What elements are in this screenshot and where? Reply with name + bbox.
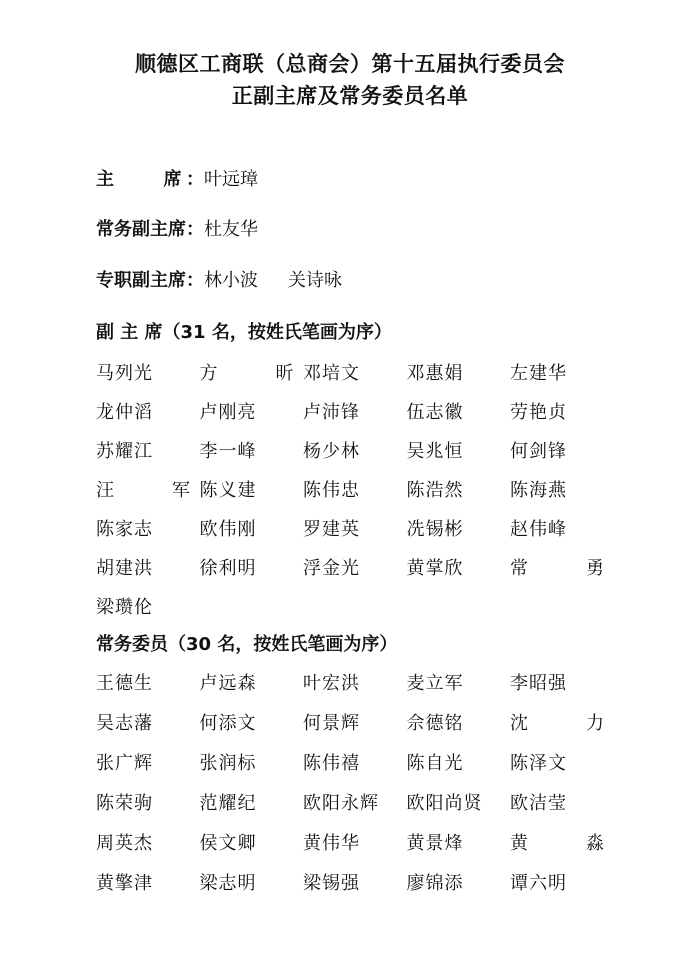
- vice-chairmen-list: [96, 360, 624, 633]
- member-name: 徐利明: [199, 558, 257, 579]
- member-name: 张广辉: [96, 753, 153, 774]
- member-name: 邓惠娟: [406, 363, 464, 384]
- member-name: 何添文: [199, 713, 257, 734]
- chairman-name: 叶远璋: [204, 169, 258, 190]
- member-name: 李一峰: [199, 441, 257, 462]
- member-name: 方 昕: [199, 363, 314, 384]
- member-name: 龙仲滔: [96, 402, 153, 423]
- executive-vice-chairman-names: [204, 219, 288, 240]
- vice-chairmen-heading: 副 主 席（31 名，按姓氏笔画为序）: [96, 322, 392, 343]
- document-title-line-2: 正副主席及常务委员名单: [231, 84, 469, 108]
- member-name: 卢沛锋: [303, 402, 360, 423]
- executive-vice-chairman-label: 常务副主席：: [96, 219, 204, 240]
- member-name: 李昭强: [510, 673, 567, 694]
- member-name: 谭六明: [510, 873, 567, 894]
- chairman-row: [96, 166, 288, 194]
- member-name: 廖锦添: [406, 873, 464, 894]
- member-name: 伍志徽: [406, 402, 464, 423]
- standing-committee-list: [96, 670, 624, 910]
- member-name: 汪 军: [96, 480, 210, 501]
- member-name: 梁瓒伦: [96, 597, 153, 618]
- member-name: 侯文卿: [199, 833, 257, 854]
- member-name: 劳艳贞: [510, 402, 567, 423]
- fulltime-vice-chairman-name: 林小波: [204, 270, 258, 291]
- member-name: 常 勇: [510, 558, 624, 579]
- member-name: 黄伟华: [303, 833, 360, 854]
- member-name: 何景辉: [303, 713, 360, 734]
- document-title-line-1: 顺德区工商联（总商会）第十五届执行委员会: [135, 52, 565, 76]
- member-name: 马列光: [96, 363, 153, 384]
- member-name: 陈浩然: [406, 480, 464, 501]
- executive-vice-chairman-name: 杜友华: [204, 219, 258, 240]
- member-name: 吴兆恒: [406, 441, 464, 462]
- member-name: 王德生: [96, 673, 153, 694]
- member-name: 陈义建: [199, 480, 257, 501]
- member-name: 梁锡强: [303, 873, 360, 894]
- member-name: 黄掌欣: [406, 558, 464, 579]
- member-name: 欧伟刚: [199, 519, 257, 540]
- member-name: 周英杰: [96, 833, 153, 854]
- member-name: 陈海燕: [510, 480, 567, 501]
- member-name: 苏耀江: [96, 441, 153, 462]
- member-name: 卢远森: [199, 673, 257, 694]
- member-name: 胡建洪: [96, 558, 153, 579]
- member-name: 张润标: [199, 753, 257, 774]
- member-name: 吴志藩: [96, 713, 153, 734]
- member-name: 佘德铭: [406, 713, 464, 734]
- member-name: 杨少林: [303, 441, 360, 462]
- standing-committee-heading: 常务委员（30 名，按姓氏笔画为序）: [96, 634, 398, 655]
- member-name: 黄 淼: [510, 833, 624, 854]
- fulltime-vice-chairmen-label: 专职副主席：: [96, 270, 204, 291]
- fulltime-vice-chairman-name: 关诗咏: [288, 270, 342, 291]
- chairman-label: 主 席：: [96, 169, 204, 190]
- member-name: 左建华: [510, 363, 567, 384]
- member-name: 陈伟忠: [303, 480, 360, 501]
- member-name: 赵伟峰: [510, 519, 567, 540]
- member-name: 冼锡彬: [406, 519, 464, 540]
- member-name: 范耀纪: [199, 793, 257, 814]
- member-name: 浮金光: [303, 558, 360, 579]
- member-name: 陈自光: [406, 753, 464, 774]
- member-name: 罗建英: [303, 519, 360, 540]
- fulltime-vice-chairmen-names: [204, 270, 372, 291]
- member-name: 麦立军: [406, 673, 464, 694]
- member-name: 欧阳尚贤: [406, 793, 483, 814]
- member-name: 陈伟禧: [303, 753, 360, 774]
- member-name: 黄景烽: [406, 833, 464, 854]
- member-name: 陈荣驹: [96, 793, 153, 814]
- executive-vice-chairman-row: [96, 216, 288, 244]
- member-name: 欧洁莹: [510, 793, 567, 814]
- member-name: 黄擎津: [96, 873, 153, 894]
- member-name: 欧阳永辉: [303, 793, 379, 814]
- chairman-names: [204, 169, 288, 190]
- member-name: 邓培文: [303, 363, 360, 384]
- member-name: 陈泽文: [510, 753, 567, 774]
- member-name: 沈 力: [510, 713, 624, 734]
- member-name: 何剑锋: [510, 441, 567, 462]
- member-name: 卢刚亮: [199, 402, 257, 423]
- member-name: 梁志明: [199, 873, 257, 894]
- member-name: 叶宏洪: [303, 673, 360, 694]
- fulltime-vice-chairmen-row: [96, 267, 372, 295]
- member-name: 陈家志: [96, 519, 153, 540]
